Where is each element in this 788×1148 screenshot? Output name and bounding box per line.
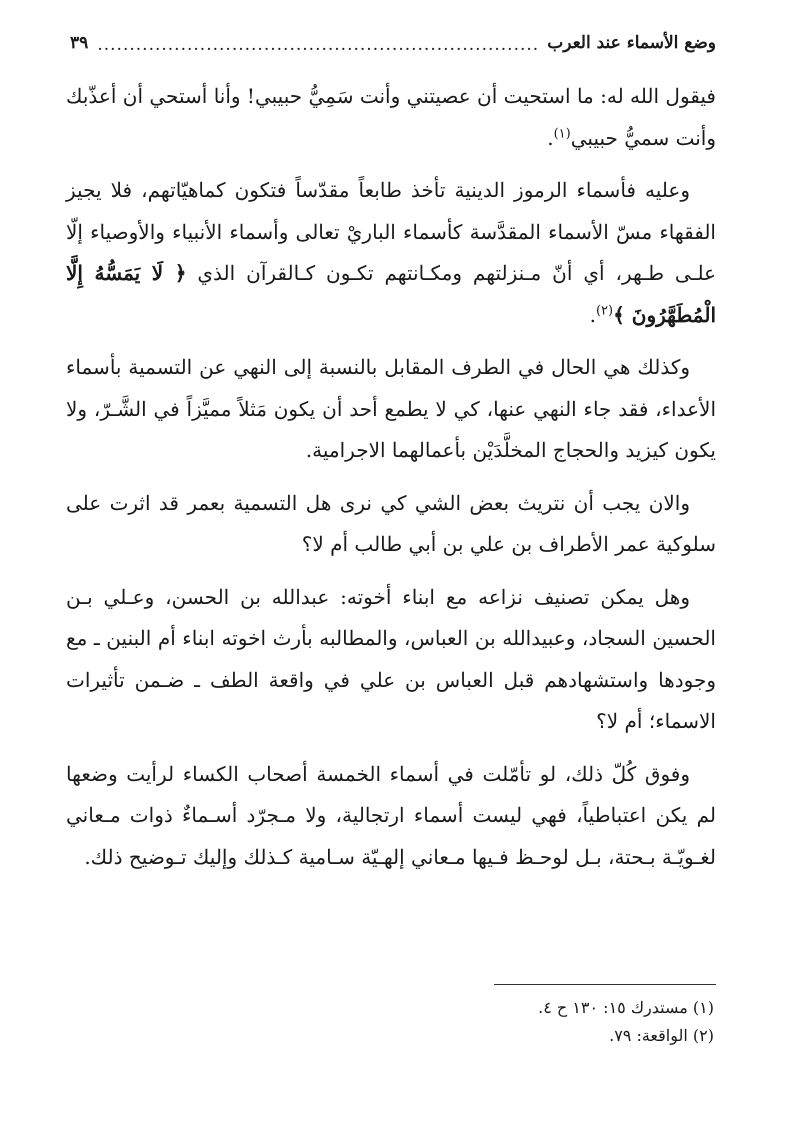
paragraph-4: والان يجب أن نتريث بعض الشي كي نرى هل التسمية بعمر قد اثرت على سلوكية عمر الأطراف بن علي بن أبي طالب أم لا؟ xyxy=(66,490,716,556)
paragraph-1 xyxy=(66,76,716,159)
paragraph-1-text: فيقول الله له: ما استحيت أن عصيتني وأنت سَمِيُّ حبيبي! وأنا أستحي أن أعذّبك وأنت سميُّ حبيبي xyxy=(66,84,716,150)
paragraph-2-end: . xyxy=(589,302,596,327)
header-dot-leader xyxy=(96,37,539,54)
paragraph-2 xyxy=(66,170,716,336)
paragraph-6: وفوق كُلّ ذلك، لو تأمّلت في أسماء الخمسة أصحاب الكساء لرأيت وضعها لم يكن اعتباطياً، فهي ليست أسماء ارتجالية، ولا مـجرّد أسـماءٌ ذوات مـعاني لغـويّـة بـحتة، بـل لوحـظ فـيها مـعاني إلهـيّة سـامية كـذلك وإليك تـوضيح ذلك. xyxy=(66,761,716,869)
quran-verse: ﴿ لَا يَمَسُّهُ إِلَّا الْمُطَهَّرُونَ ﴾ xyxy=(66,261,716,327)
paragraph-1-end: . xyxy=(547,125,554,150)
page-number: ٣٩ xyxy=(70,33,89,53)
paragraph-2-text: وعليه فأسماء الرموز الدينية تأخذ طابعاً مقدّساً فتكون كماهيّاتهم، فلا يجيز الفقهاء مسّ الأسماء المقدَّسة كأسماء الباريْ تعالى وأسماء الأنبياء والأوصياء إلّا علـى طـهر، أي أنّ مـنزلتهم ومكـانتهم تكـون كـالقرآن الذي xyxy=(66,178,717,285)
paragraph-5: وهل يمكن تصنيف نزاعه مع ابناء أخوته: عبدالله بن الحسن، وعـلي بـن الحسين السجاد، وعبيدالله بن العباس، والمطالبه بأرث اخوته ابناء أم البنين ـ مع وجودها واستشهادهم قبل العباس بن علي في واقعة الطف ـ ضـمن تأثيرات الاسماء؛ أم لا؟ xyxy=(66,584,716,733)
running-header xyxy=(70,28,716,58)
footnote-ref-2: (٢) xyxy=(595,302,614,318)
header-title: وضع الأسماء عند العرب xyxy=(547,33,716,53)
footnotes xyxy=(66,994,714,1050)
footnote-separator xyxy=(494,984,716,985)
paragraph-3: وكذلك هي الحال في الطرف المقابل بالنسبة إلى النهي عن التسمية بأسماء الأعداء، فقد جاء النهي عنها، كي لا يطمع أحد أن يكون مَثلاً مميَّزاً في الشَّـرّ، ولا يكون كيزيد والحجاج المخلَّدَيْن بأعمالهما الاجرامية. xyxy=(66,355,716,462)
main-text xyxy=(66,76,716,889)
footnote-2: (٢) الواقعة: ٧٩. xyxy=(609,1026,714,1045)
footnote-ref-1: (١) xyxy=(553,125,571,141)
footnote-1: (١) مستدرك ١٥: ١٣٠ ح ٤. xyxy=(538,998,714,1017)
